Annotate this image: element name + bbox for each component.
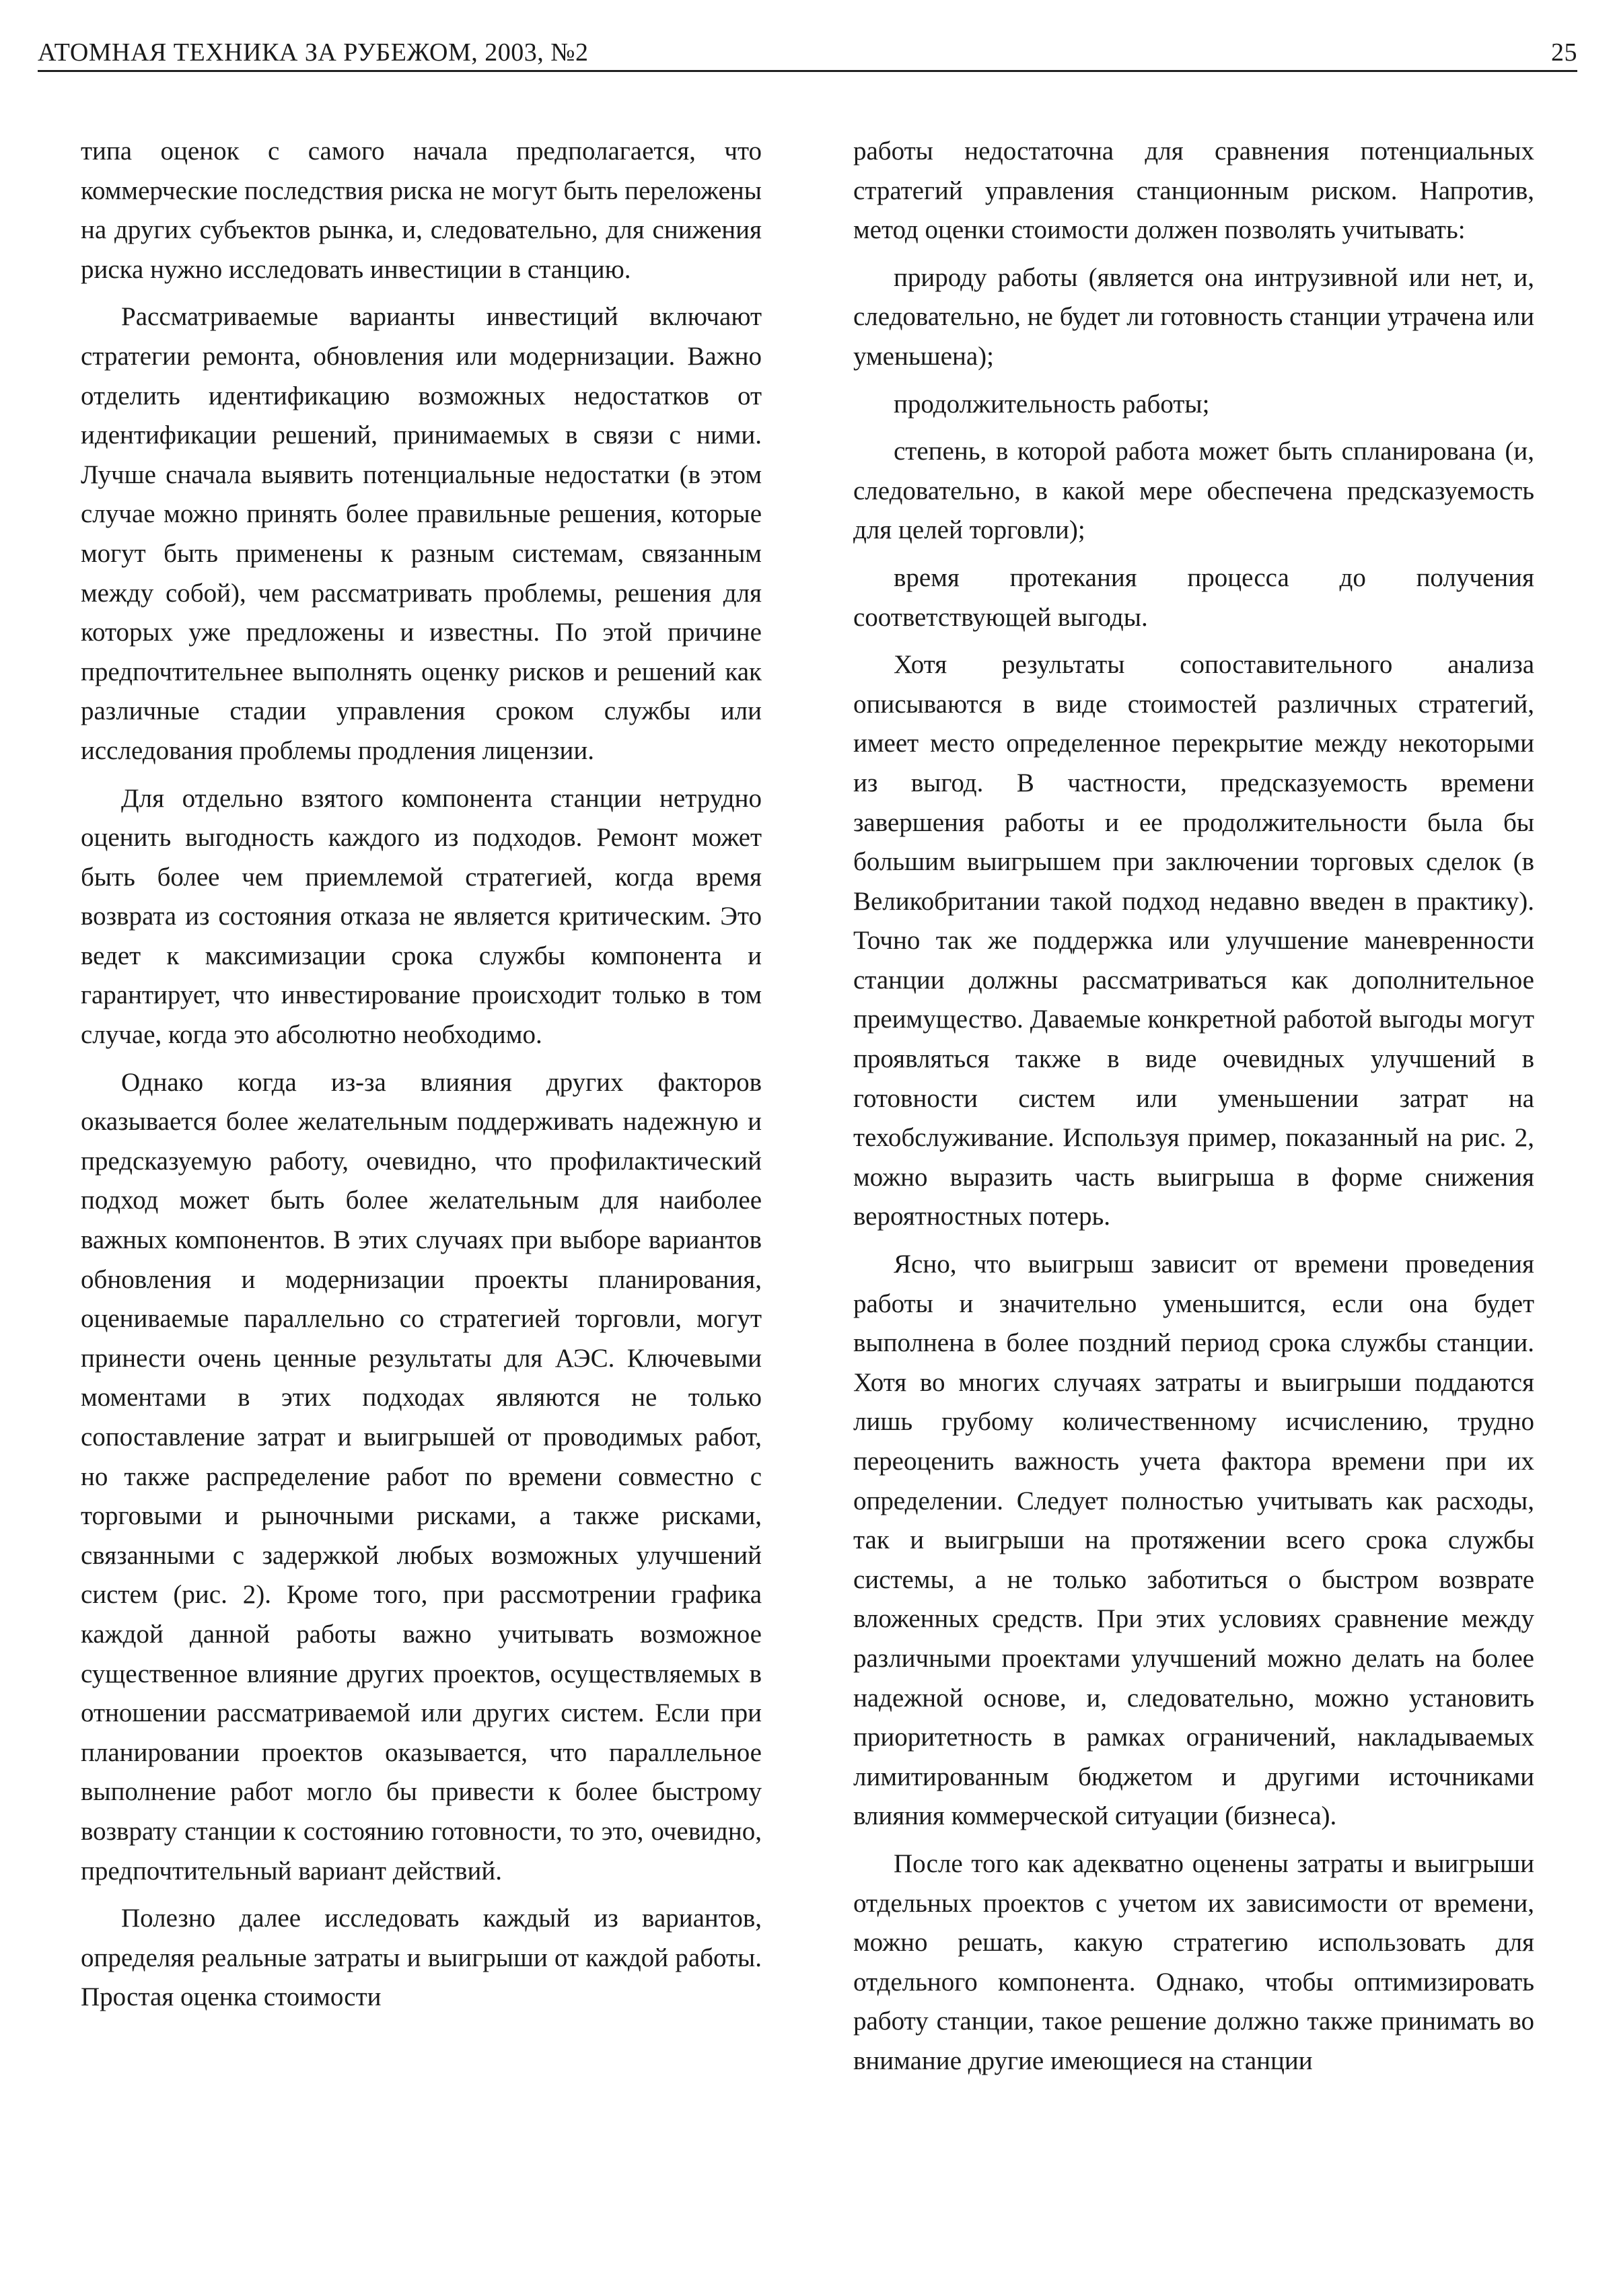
paragraph: Полезно далее исследовать каждый из вариантов, определяя реальные затраты и выигрыши от каждой работы. Простая оценка стоимости bbox=[81, 1904, 762, 2012]
journal-title: АТОМНАЯ ТЕХНИКА ЗА РУБЕЖОМ, 2003, №2 bbox=[38, 38, 589, 67]
header-rule bbox=[38, 70, 1577, 72]
paragraph: Однако когда из-за влияния других факторов оказывается более желательным поддерживать надежную и предсказуемую работу, очевидно, что профилактический подход может быть более желательным для наиболее важных компонентов. В этих случаях при выборе вариантов обновления и модернизации проекты планирования, оцениваемые параллельно со стратегией торговли, могут принести очень ценные результаты для АЭС. Ключевыми моментами в этих подходах являются не только сопоставление затрат и выигрышей от проводимых работ, но также распределение работ по времени совместно с торговыми и рыночными рисками, а также рисками, связанными с задержкой любых возможных улучшений систем (рис. 2). Кроме того, при рассмотрении графика каждой данной работы важно учитывать возможное существенное влияние других проектов, осуществляемых в отношении рассматриваемой или других систем. Если при планировании проектов оказывается, что параллельное выполнение работ могло бы привести к более быстрому возврату станции к состоянию готовности, то это, очевидно, предпочтительный вариант действий. bbox=[81, 1067, 762, 1886]
list-item: степень, в которой работа может быть спланирована (и, следовательно, в какой мере обеспечена предсказуемость для целей торговли); bbox=[853, 437, 1534, 545]
running-header bbox=[38, 19, 1577, 67]
paragraph: Ясно, что выигрыш зависит от времени проведения работы и значительно уменьшится, если она будет выполнена в более поздний период срока службы станции. Хотя во многих случаях затраты и выигрыши поддаются лишь грубому количественному исчислению, трудно переоценить важность учета фактора времени при их определении. Следует полностью учитывать как расходы, так и выигрыши на протяжении всего срока службы системы, а не только заботиться о быстром возврате вложенных средств. При этих условиях сравнение между различными проектами улучшений можно делать на более надежной основе, и, следовательно, можно установить приоритетность в рамках ограничений, накладываемых лимитированным бюджетом и другими источниками влияния коммерческой ситуации (бизнеса). bbox=[853, 1250, 1534, 1831]
paragraph: После того как адекватно оценены затраты и выигрыши отдельных проектов с учетом их зависимости от времени, можно решать, какую стратегию использовать для отдельного компонента. Однако, чтобы оптимизировать работу станции, такое решение должно также принимать во внимание другие имеющиеся на станции bbox=[853, 1849, 1534, 2075]
page-number: 25 bbox=[1551, 38, 1577, 67]
list-item: продолжительность работы; bbox=[894, 389, 1210, 419]
left-column bbox=[81, 132, 762, 2025]
paragraph: Рассматриваемые варианты инвестиций включают стратегии ремонта, обновления или модернизации. Важно отделить идентификацию возможных недостатков от идентификации решений, принимаемых в связи с ними. Лучше сначала выявить потенциальные недостатки (в этом случае можно принять более правильные решения, которые могут быть применены к разным системам, связанным между собой), чем рассматривать проблемы, решения для которых уже предложены и известны. По этой причине предпочтительнее выполнять оценку рисков и решений как различные стадии управления сроком службы или исследования проблемы продления лицензии. bbox=[81, 302, 762, 765]
paragraph: работы недостаточна для сравнения потенциальных стратегий управления станционным риском. Напротив, метод оценки стоимости должен позволять учитывать: bbox=[853, 137, 1534, 245]
right-column bbox=[853, 132, 1534, 2089]
list-item: природу работы (является она интрузивной или нет, и, следовательно, не будет ли готовность станции утрачена или уменьшена); bbox=[853, 262, 1534, 371]
paragraph: Для отдельно взятого компонента станции нетрудно оценить выгодность каждого из подходов. Ремонт может быть более чем приемлемой стратегией, когда время возврата из состояния отказа не является критическим. Это ведет к максимизации срока службы компонента и гарантирует, что инвестирование происходит только в том случае, когда это абсолютно необходимо. bbox=[81, 783, 762, 1050]
list-item: время протекания процесса до получения соответствующей выгоды. bbox=[853, 563, 1534, 632]
paragraph: типа оценок с самого начала предполагается, что коммерческие последствия риска не могут быть переложены на других субъектов рынка, и, следовательно, для снижения риска нужно исследовать инвестиции в станцию. bbox=[81, 137, 762, 284]
paragraph: Хотя результаты сопоставительного анализа описываются в виде стоимостей различных стратегий, имеет место определенное перекрытие между некоторыми из выгод. В частности, предсказуемость времени завершения работы и ее продолжительности была бы большим выигрышем при заключении торговых сделок (в Великобритании такой подход недавно введен в практику). Точно так же поддержка или улучшение маневренности станции должны рассматриваться как дополнительное преимущество. Даваемые конкретной работой выгоды могут проявляться также в виде очевидных улучшений в готовности систем или уменьшении затрат на техобслуживание. Используя пример, показанный на рис. 2, можно выразить часть выигрыша в форме снижения вероятностных потерь. bbox=[853, 650, 1534, 1231]
